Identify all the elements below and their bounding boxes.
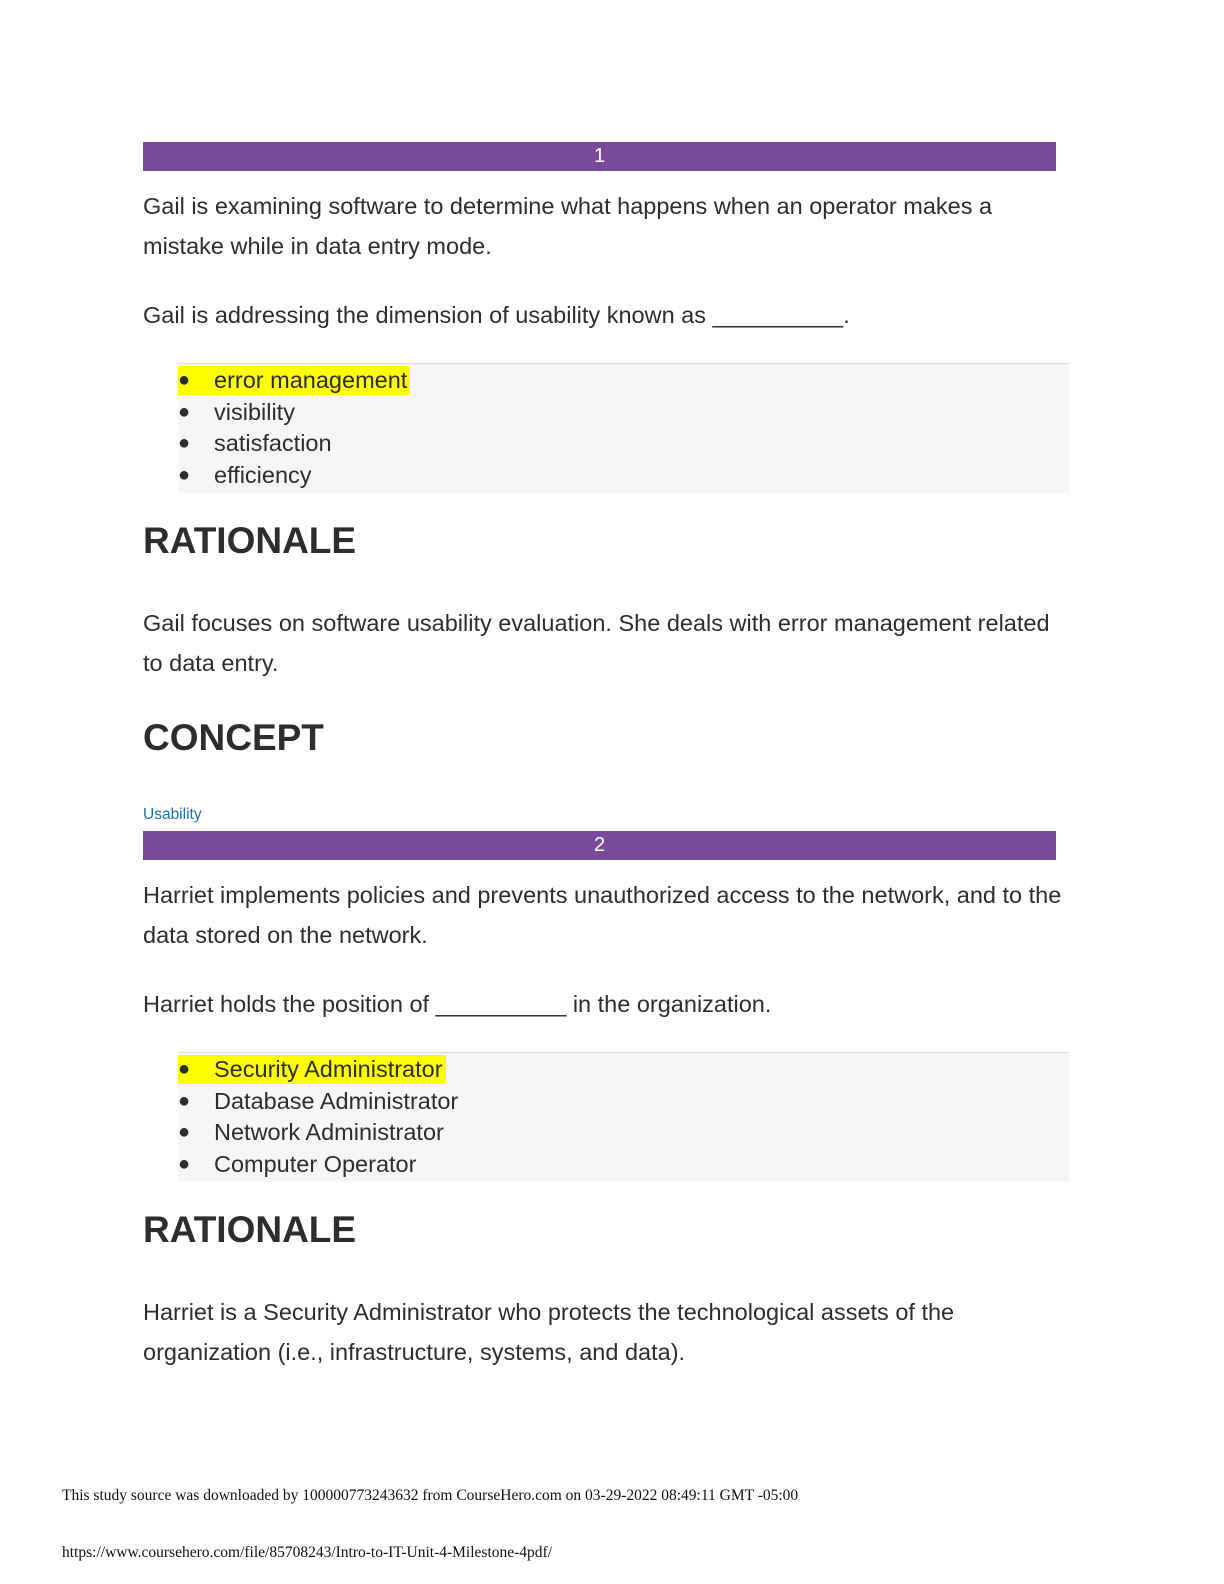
question-prompt: Gail is examining software to determine what happens when an operator makes a mistake while in data entry mode. <box>143 193 993 259</box>
answer-option[interactable] <box>178 1117 1069 1149</box>
answer-option[interactable] <box>178 1086 1069 1118</box>
answer-option-label: error management <box>214 367 408 393</box>
question-prompt: Harriet implements policies and prevents unauthorized access to the network, and to the data stored on the network. <box>143 882 1062 948</box>
concept-link[interactable]: Usability <box>143 806 202 823</box>
answer-option-selected[interactable] <box>178 365 1069 397</box>
download-notice: This study source was downloaded by 100000773243632 from CourseHero.com on 03-29-2022 08:49:11 GMT -05:00 <box>62 1487 799 1504</box>
rationale-text: Gail focuses on software usability evaluation. She deals with error management related to data entry. <box>143 610 1050 676</box>
source-url[interactable]: https://www.coursehero.com/file/85708243/Intro-to-IT-Unit-4-Milestone-4pdf/ <box>62 1544 553 1561</box>
bullet-icon: ● <box>178 400 191 423</box>
bullet-icon: ● <box>178 1121 191 1143</box>
answer-option-label: efficiency <box>214 461 312 488</box>
answer-option-label: Computer Operator <box>214 1150 417 1177</box>
answer-option-label: Database Administrator <box>214 1087 459 1114</box>
bullet-icon: ● <box>178 369 191 391</box>
bullet-icon: ● <box>178 1089 191 1112</box>
answer-option-label: satisfaction <box>214 430 332 456</box>
answer-option-label: Security Administrator <box>214 1056 443 1082</box>
question-text: Harriet holds the position of __________ in the organization. <box>143 991 772 1017</box>
rationale-text: Harriet is a Security Administrator who protects the technological assets of the organization (i.e., infrastructure, systems, and data). <box>143 1299 955 1365</box>
bullet-icon: ● <box>178 1058 191 1080</box>
answer-options <box>178 1052 1069 1182</box>
question-number: 2 <box>593 834 606 856</box>
answer-option[interactable] <box>178 460 1069 492</box>
question-number-bar <box>143 142 1056 171</box>
rationale-heading: RATIONALE <box>143 520 357 561</box>
answer-option-label: visibility <box>214 398 295 425</box>
answer-option-selected[interactable] <box>178 1054 1069 1086</box>
question-number: 1 <box>593 145 606 167</box>
rationale-heading: RATIONALE <box>143 1209 357 1250</box>
answer-option[interactable] <box>178 1149 1069 1181</box>
concept-heading: CONCEPT <box>143 717 324 758</box>
answer-option-label: Network Administrator <box>214 1119 444 1145</box>
question-number-bar <box>143 831 1056 860</box>
answer-options <box>178 363 1069 493</box>
bullet-icon: ● <box>178 1152 191 1175</box>
question-text: Gail is addressing the dimension of usability known as __________. <box>143 302 850 328</box>
answer-option[interactable] <box>178 428 1069 460</box>
bullet-icon: ● <box>178 463 191 486</box>
bullet-icon: ● <box>178 432 191 454</box>
answer-option[interactable] <box>178 397 1069 429</box>
